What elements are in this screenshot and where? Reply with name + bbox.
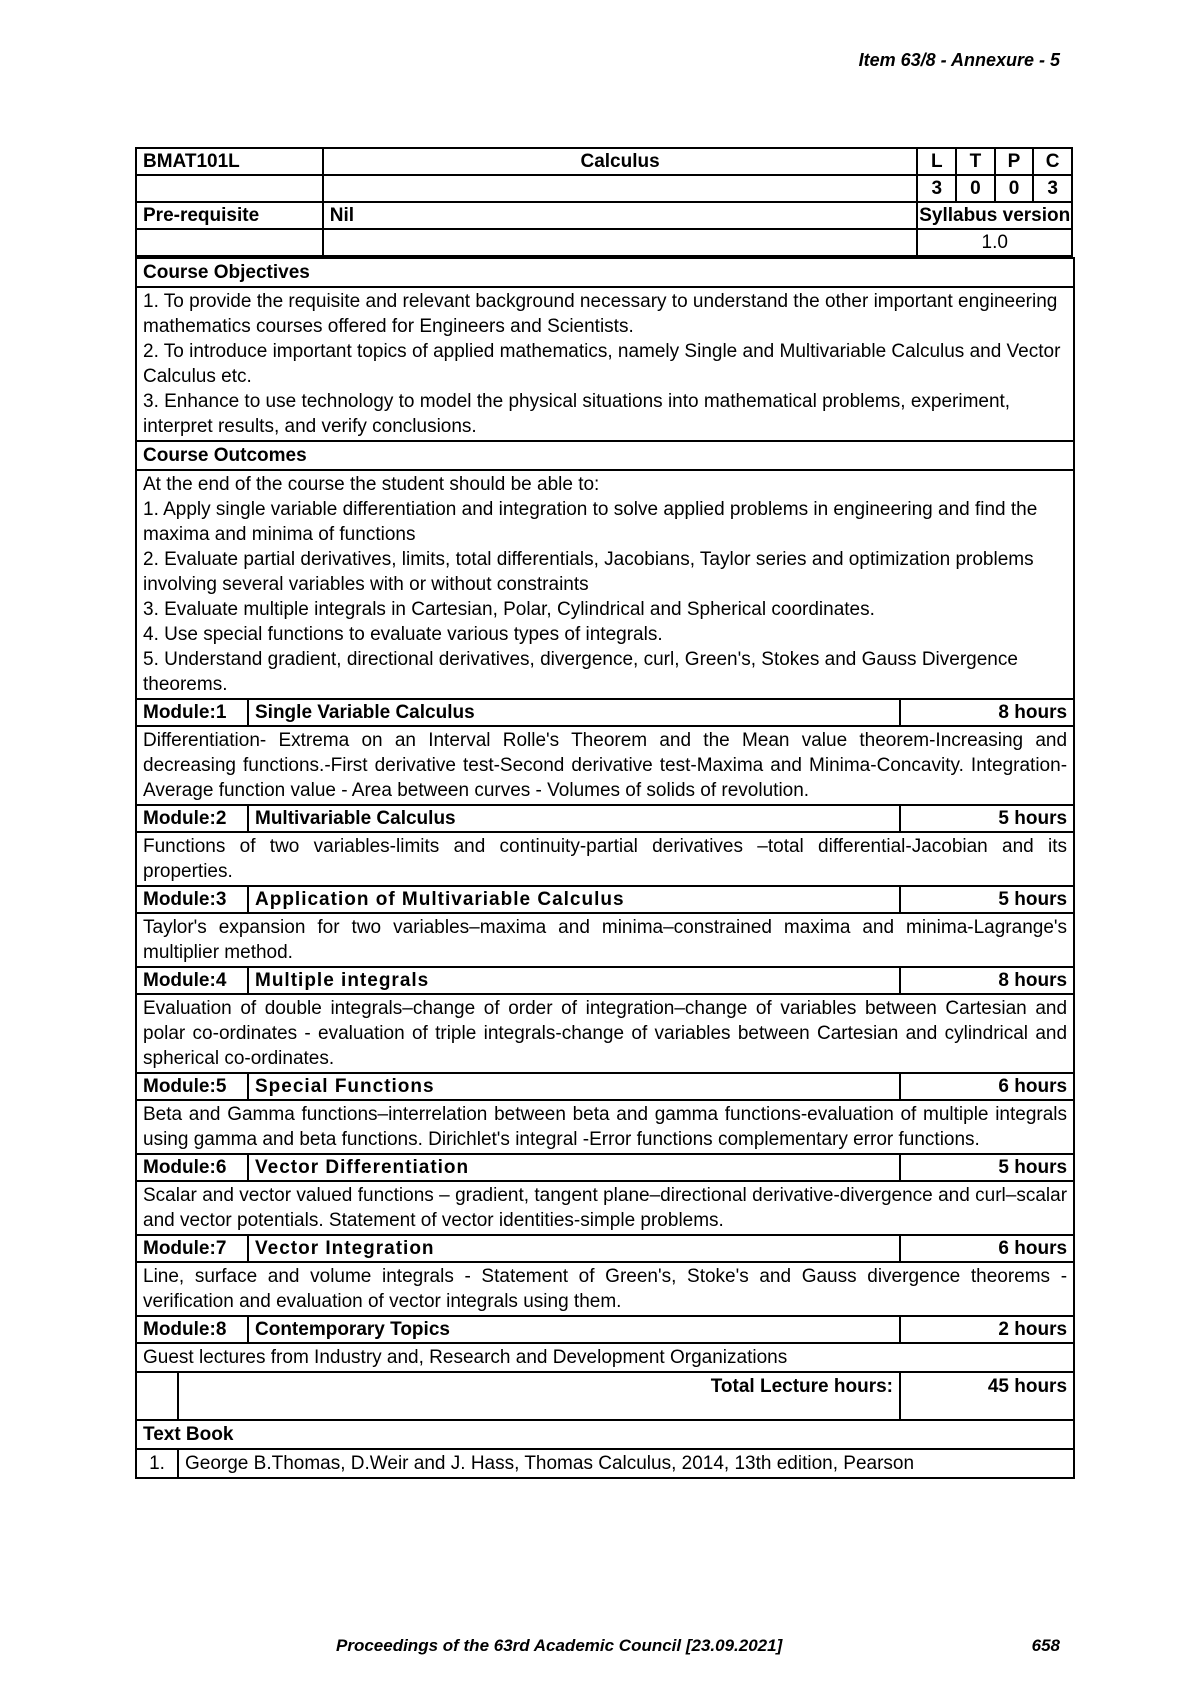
syllabus-version-label: Syllabus version <box>917 202 1072 229</box>
module-title: Multivariable Calculus <box>248 805 900 832</box>
prereq-row <box>136 202 1072 229</box>
module-title: Contemporary Topics <box>248 1316 900 1343</box>
version-row <box>136 229 1072 256</box>
module-title: Vector Integration <box>248 1235 900 1262</box>
module-label: Module:8 <box>136 1316 248 1343</box>
ltpc-value-c: 3 <box>1033 175 1072 202</box>
ltpc-value-p: 0 <box>995 175 1034 202</box>
module-content: Differentiation- Extrema on an Interval Rolle's Theorem and the Mean value theorem-Increasing and decreasing functions.-First derivative test-Second derivative test-Maxima and Minima-Concavity. Integration-Average function value - Area between curves - Volumes of solids of revolution. <box>136 726 1074 805</box>
ltpc-label-t: T <box>956 148 995 175</box>
syllabus-version-value: 1.0 <box>917 229 1072 256</box>
ltpc-label-c: C <box>1033 148 1072 175</box>
ltpc-label-l: L <box>917 148 956 175</box>
module-title: Multiple integrals <box>248 967 900 994</box>
module-hours: 6 hours <box>900 1073 1074 1100</box>
objective-item: 2. To introduce important topics of applied mathematics, namely Single and Multivariable Calculus and Vector Calculus etc. <box>143 341 1061 387</box>
outcome-item: 5. Understand gradient, directional derivatives, divergence, curl, Green's, Stokes and Gauss Divergence theorems. <box>143 649 1018 695</box>
module-hours: 8 hours <box>900 967 1074 994</box>
module-content-row <box>136 726 1074 805</box>
outcomes-content-row <box>136 470 1074 699</box>
ltpc-values-row <box>136 175 1072 202</box>
document-header: Item 63/8 - Annexure - 5 <box>858 50 1060 70</box>
textbook-heading-row <box>136 1420 1074 1449</box>
module-header-row <box>136 1235 1074 1262</box>
module-content-row <box>136 1100 1074 1154</box>
total-hours-value: 45 hours <box>900 1372 1074 1420</box>
outcomes-heading-row <box>136 441 1074 470</box>
module-header-row <box>136 967 1074 994</box>
module-header-row <box>136 886 1074 913</box>
module-content-row <box>136 1181 1074 1235</box>
module-content: Scalar and vector valued functions – gradient, tangent plane–directional derivative-divergence and curl–scalar and vector potentials. Statement of vector identities-simple problems. <box>136 1181 1074 1235</box>
module-hours: 8 hours <box>900 699 1074 726</box>
outcome-item: 1. Apply single variable differentiation and integration to solve applied problems in engineering and find the maxima and minima of functions <box>143 499 1038 545</box>
objectives-content-row <box>136 287 1074 441</box>
module-content-row <box>136 1343 1074 1372</box>
textbook-item-row <box>136 1449 1074 1478</box>
objectives-content <box>136 287 1074 441</box>
module-title: Single Variable Calculus <box>248 699 900 726</box>
ltpc-value-t: 0 <box>956 175 995 202</box>
module-content: Taylor's expansion for two variables–maxima and minima–constrained maxima and minima-Lagrange's multiplier method. <box>136 913 1074 967</box>
total-hours-label: Total Lecture hours: <box>178 1372 900 1420</box>
module-content-row <box>136 832 1074 886</box>
module-label: Module:1 <box>136 699 248 726</box>
module-title: Special Functions <box>248 1073 900 1100</box>
syllabus-body-table <box>135 257 1075 1479</box>
prereq-label: Pre-requisite <box>136 202 323 229</box>
ltpc-label-p: P <box>995 148 1034 175</box>
textbook-text: George B.Thomas, D.Weir and J. Hass, Thomas Calculus, 2014, 13th edition, Pearson <box>178 1449 1074 1478</box>
module-title: Application of Multivariable Calculus <box>248 886 900 913</box>
course-code: BMAT101L <box>136 148 323 175</box>
module-content: Beta and Gamma functions–interrelation between beta and gamma functions-evaluation of multiple integrals using gamma and beta functions. Dirichlet's integral -Error functions complementary error functions. <box>136 1100 1074 1154</box>
module-label: Module:7 <box>136 1235 248 1262</box>
module-content: Guest lectures from Industry and, Research and Development Organizations <box>136 1343 1074 1372</box>
total-hours-row <box>136 1372 1074 1420</box>
module-hours: 6 hours <box>900 1235 1074 1262</box>
module-label: Module:5 <box>136 1073 248 1100</box>
module-content: Line, surface and volume integrals - Statement of Green's, Stoke's and Gauss divergence theorems -verification and evaluation of vector integrals using them. <box>136 1262 1074 1316</box>
course-title: Calculus <box>323 148 918 175</box>
course-info-table <box>135 147 1073 257</box>
module-hours: 5 hours <box>900 1154 1074 1181</box>
textbook-number: 1. <box>136 1449 178 1478</box>
module-header-row <box>136 1154 1074 1181</box>
module-hours: 5 hours <box>900 805 1074 832</box>
document-footer <box>336 1636 1060 1656</box>
module-content-row <box>136 913 1074 967</box>
module-hours: 2 hours <box>900 1316 1074 1343</box>
outcome-item: 4. Use special functions to evaluate various types of integrals. <box>143 624 663 645</box>
module-header-row <box>136 1316 1074 1343</box>
module-label: Module:3 <box>136 886 248 913</box>
module-content: Evaluation of double integrals–change of order of integration–change of variables between Cartesian and polar co-ordinates - evaluation of triple integrals-change of variables between Cartesian and cylindrical and spherical co-ordinates. <box>136 994 1074 1073</box>
course-title-row <box>136 148 1072 175</box>
objectives-heading-row <box>136 258 1074 287</box>
outcomes-heading: Course Outcomes <box>136 441 1074 470</box>
objectives-heading: Course Objectives <box>136 258 1074 287</box>
page-number: 658 <box>1031 1636 1060 1655</box>
module-content-row <box>136 994 1074 1073</box>
module-hours: 5 hours <box>900 886 1074 913</box>
prereq-value: Nil <box>323 202 918 229</box>
module-content: Functions of two variables-limits and continuity-partial derivatives –total differential-Jacobian and its properties. <box>136 832 1074 886</box>
outcome-item: 3. Evaluate multiple integrals in Cartesian, Polar, Cylindrical and Spherical coordinates. <box>143 599 875 620</box>
ltpc-value-l: 3 <box>917 175 956 202</box>
outcomes-intro: At the end of the course the student should be able to: <box>143 474 600 495</box>
module-header-row <box>136 805 1074 832</box>
module-content-row <box>136 1262 1074 1316</box>
textbook-heading: Text Book <box>136 1420 1074 1449</box>
outcomes-content <box>136 470 1074 699</box>
module-label: Module:6 <box>136 1154 248 1181</box>
module-label: Module:2 <box>136 805 248 832</box>
outcome-item: 2. Evaluate partial derivatives, limits, total differentials, Jacobians, Taylor series and optimization problems involving several variables with or without constraints <box>143 549 1034 595</box>
module-header-row <box>136 1073 1074 1100</box>
module-header-row <box>136 699 1074 726</box>
module-label: Module:4 <box>136 967 248 994</box>
objective-item: 1. To provide the requisite and relevant background necessary to understand the other important engineering mathematics courses offered for Engineers and Scientists. <box>143 291 1058 337</box>
objective-item: 3. Enhance to use technology to model the physical situations into mathematical problems, experiment, interpret results, and verify conclusions. <box>143 391 1011 437</box>
module-title: Vector Differentiation <box>248 1154 900 1181</box>
footer-text: Proceedings of the 63rd Academic Council [23.09.2021] <box>336 1636 783 1655</box>
